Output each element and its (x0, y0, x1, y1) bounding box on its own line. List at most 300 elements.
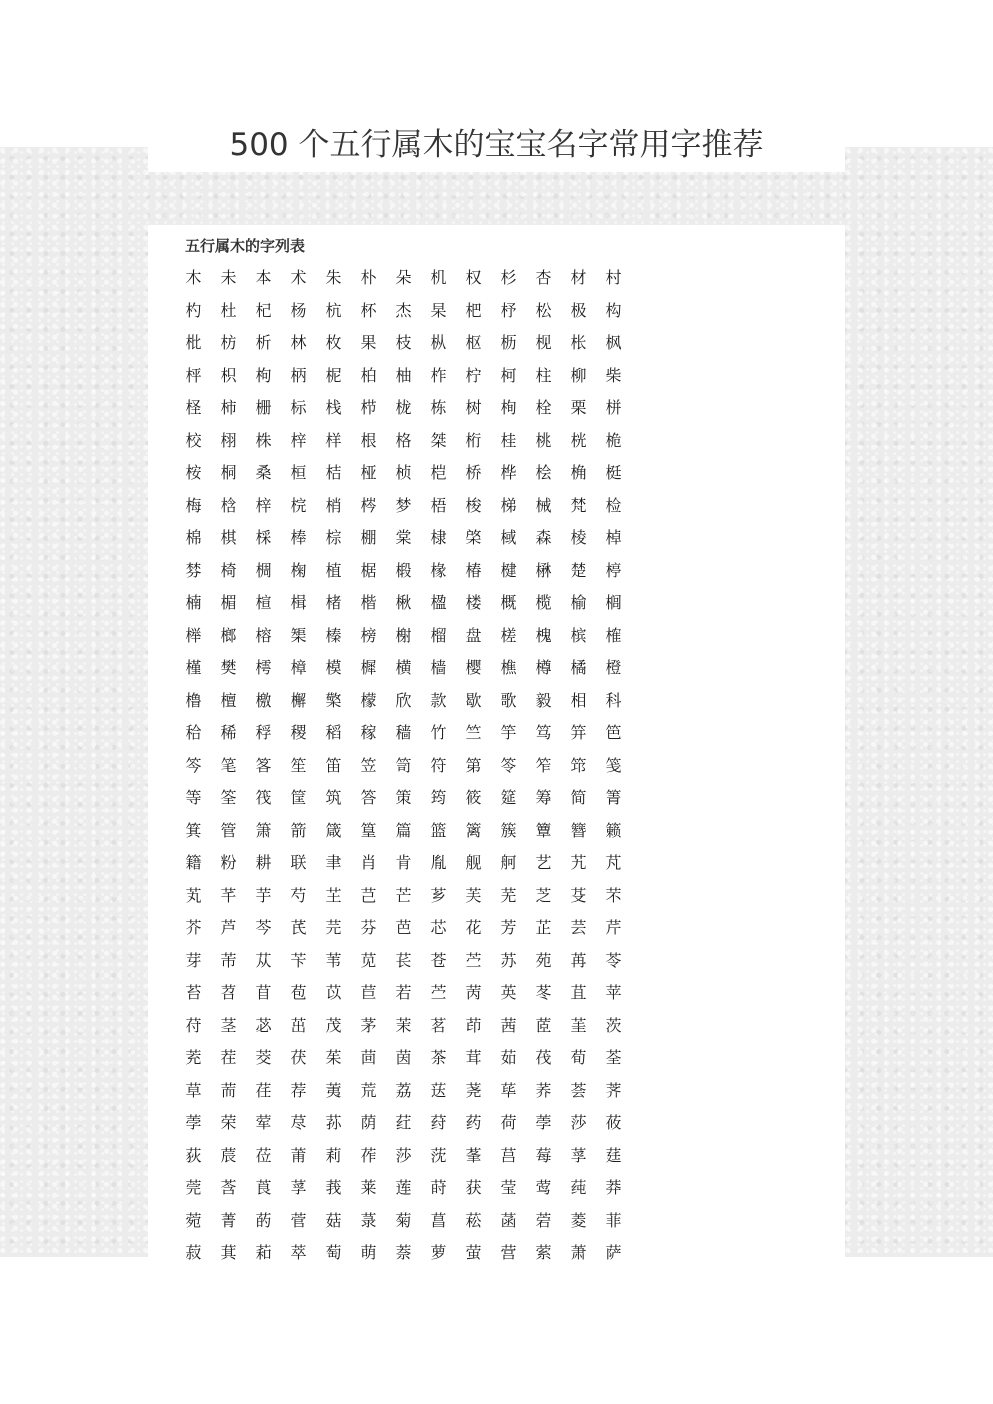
character-cell: 荟 (570, 1080, 587, 1100)
character-cell: 荔 (395, 1080, 412, 1100)
character-cell: 草 (185, 1080, 202, 1100)
character-cell: 芸 (570, 918, 587, 937)
character-cell: 荙 (430, 1080, 447, 1100)
character-cell: 菘 (465, 1210, 482, 1230)
character-cell: 权 (465, 268, 482, 287)
character-cell: 枞 (430, 333, 447, 352)
character-cell: 栒 (500, 398, 517, 417)
character-cell: 苎 (465, 950, 482, 970)
character-cell: 获 (465, 1178, 482, 1197)
character-cell: 篁 (360, 820, 377, 840)
character-cell: 菇 (325, 1210, 342, 1230)
character-cell: 椴 (395, 560, 412, 580)
character-cell: 横 (395, 658, 412, 677)
character-cell: 苑 (535, 950, 552, 970)
character-cell: 芹 (605, 918, 622, 937)
character-cell: 茜 (500, 1015, 517, 1035)
character-cell: 校 (185, 430, 202, 450)
character-cell: 等 (185, 788, 202, 807)
character-cell: 芟 (570, 885, 587, 905)
character-cell: 菂 (255, 1210, 272, 1230)
character-cell: 荭 (395, 1113, 412, 1132)
character-cell: 杰 (395, 300, 412, 320)
character-cell: 桢 (395, 463, 412, 482)
character-cell: 芭 (395, 918, 412, 937)
character-cell: 机 (430, 268, 447, 287)
character-cell: 朵 (395, 268, 412, 287)
character-cell: 芬 (360, 918, 377, 937)
character-cell: 芩 (255, 918, 272, 937)
character-cell: 芒 (395, 885, 412, 905)
character-cell: 杞 (255, 300, 272, 320)
character-cell: 莩 (570, 1145, 587, 1165)
character-cell: 榆 (570, 593, 587, 612)
character-cell: 根 (360, 430, 377, 450)
character-cell: 苪 (465, 983, 482, 1002)
character-cell: 莓 (535, 1145, 552, 1165)
character-cell: 荏 (255, 1080, 272, 1100)
character-cell: 苾 (255, 1015, 272, 1035)
character-cell: 药 (465, 1113, 482, 1132)
character-cell: 杷 (465, 300, 482, 320)
character-cell: 棫 (500, 528, 517, 547)
character-cell: 芦 (220, 918, 237, 937)
character-cell: 桅 (605, 430, 622, 450)
character-cell: 第 (465, 755, 482, 775)
character-cell: 樵 (500, 658, 517, 677)
character-cell: 槐 (535, 625, 552, 645)
character-cell: 艺 (535, 853, 552, 872)
character-cell: 菉 (360, 1210, 377, 1230)
character-cell: 荩 (290, 1113, 307, 1132)
character-cell: 荐 (290, 1080, 307, 1100)
character-cell: 术 (290, 268, 307, 287)
character-cell: 梢 (325, 495, 342, 515)
character-cell: 楦 (255, 593, 272, 612)
character-cell: 楟 (605, 560, 622, 580)
character-cell: 茬 (220, 1048, 237, 1067)
character-cell: 竺 (465, 723, 482, 742)
character-cell: 荮 (430, 1113, 447, 1132)
character-cell: 莲 (395, 1178, 412, 1197)
character-cell: 楗 (500, 560, 517, 580)
character-cell: 筏 (255, 788, 272, 807)
character-cell: 苡 (325, 983, 342, 1002)
character-cell: 芷 (535, 918, 552, 937)
character-cell: 栋 (430, 398, 447, 417)
character-cell: 芝 (535, 885, 552, 905)
character-cell: 棌 (255, 528, 272, 547)
character-cell: 莑 (465, 1145, 482, 1165)
character-cell: 箕 (185, 820, 202, 840)
character-cell: 樗 (255, 658, 272, 677)
character-cell: 莛 (605, 1145, 622, 1165)
character-cell: 椐 (360, 560, 377, 580)
character-cell: 莀 (220, 1145, 237, 1165)
character-cell: 芃 (605, 853, 622, 872)
character-cell: 橹 (185, 690, 202, 710)
character-cell: 笄 (570, 723, 587, 742)
character-cell: 笿 (255, 755, 272, 775)
character-cell: 枫 (605, 333, 622, 352)
character-cell: 检 (605, 495, 622, 515)
character-cell: 柿 (220, 398, 237, 417)
character-cell: 花 (465, 918, 482, 937)
character-cell: 榜 (360, 625, 377, 645)
character-cell: 苓 (605, 950, 622, 970)
character-cell: 杨 (290, 300, 307, 320)
character-cell: 肖 (360, 853, 377, 872)
character-cell: 箫 (255, 820, 272, 840)
character-cell: 梦 (395, 495, 412, 515)
character-cell: 茵 (395, 1048, 412, 1067)
character-cell: 棨 (465, 528, 482, 547)
character-cell: 苞 (290, 983, 307, 1002)
character-cell: 檞 (290, 690, 307, 710)
character-cell: 樟 (290, 658, 307, 677)
character-cell: 笒 (185, 755, 202, 775)
character-cell: 桥 (465, 463, 482, 482)
character-cell: 苌 (395, 950, 412, 970)
character-cell: 萁 (220, 1243, 237, 1262)
character-cell: 柱 (535, 365, 552, 385)
character-cell: 榄 (535, 593, 552, 612)
character-cell: 菲 (605, 1210, 622, 1230)
character-cell: 茶 (430, 1048, 447, 1067)
character-cell: 萃 (290, 1243, 307, 1262)
character-cell: 芪 (290, 918, 307, 937)
character-cell: 苜 (255, 983, 272, 1002)
character-cell: 芊 (220, 885, 237, 905)
document-title: 500 个五行属木的宝宝名字常用字推荐 (229, 127, 764, 163)
character-cell: 构 (605, 300, 622, 320)
character-grid (176, 262, 631, 1270)
character-cell: 楮 (325, 593, 342, 612)
character-cell: 桠 (360, 463, 377, 482)
character-cell: 毅 (535, 690, 552, 710)
character-cell: 菡 (500, 1210, 517, 1230)
character-cell: 梓 (255, 495, 272, 515)
character-cell: 棼 (185, 560, 202, 580)
character-cell: 榉 (185, 625, 202, 645)
character-cell: 梧 (430, 495, 447, 515)
character-cell: 析 (255, 333, 272, 352)
character-cell: 莼 (570, 1178, 587, 1197)
character-cell: 芄 (185, 885, 202, 905)
character-cell: 芳 (500, 918, 517, 937)
character-cell: 芙 (465, 885, 482, 905)
character-cell: 荸 (185, 1113, 202, 1132)
character-cell: 艽 (570, 853, 587, 872)
character-cell: 桓 (290, 463, 307, 482)
character-cell: 符 (430, 755, 447, 775)
character-cell: 栗 (570, 398, 587, 417)
character-cell: 笃 (535, 723, 552, 742)
character-cell: 耕 (255, 853, 272, 872)
character-cell: 策 (395, 788, 412, 807)
character-cell: 莨 (255, 1178, 272, 1197)
character-cell: 梵 (570, 495, 587, 515)
character-cell: 梭 (465, 495, 482, 515)
character-cell: 茨 (605, 1015, 622, 1035)
character-cell: 舰 (465, 853, 482, 872)
character-cell: 笭 (500, 755, 517, 775)
character-cell: 棠 (395, 528, 412, 547)
character-cell: 笛 (325, 755, 342, 775)
character-cell: 柚 (395, 365, 412, 385)
character-cell: 苴 (570, 983, 587, 1002)
character-cell: 杓 (185, 300, 202, 320)
character-cell: 荀 (570, 1048, 587, 1067)
character-cell: 粉 (220, 853, 237, 872)
character-cell: 营 (500, 1243, 517, 1262)
character-cell: 茱 (325, 1048, 342, 1067)
character-cell: 茅 (360, 1015, 377, 1035)
character-cell: 簟 (535, 820, 552, 840)
character-cell: 莎 (395, 1145, 412, 1165)
character-cell: 茭 (255, 1048, 272, 1067)
character-cell: 稼 (360, 723, 377, 742)
character-cell: 榛 (325, 625, 342, 645)
character-cell: 苁 (255, 950, 272, 970)
character-cell: 稃 (255, 723, 272, 742)
character-cell: 筹 (535, 788, 552, 807)
character-cell: 篱 (465, 820, 482, 840)
character-cell: 椽 (430, 560, 447, 580)
character-cell: 篮 (430, 820, 447, 840)
character-cell: 柯 (500, 365, 517, 385)
character-cell: 桁 (465, 430, 482, 450)
character-cell: 茁 (290, 1015, 307, 1035)
character-cell: 筇 (570, 755, 587, 775)
character-cell: 桤 (430, 463, 447, 482)
character-cell: 萨 (605, 1243, 622, 1262)
character-cell: 椈 (290, 560, 307, 580)
character-cell: 籍 (185, 853, 202, 872)
character-cell: 莐 (430, 1145, 447, 1165)
character-cell: 簪 (570, 820, 587, 840)
character-cell: 榕 (255, 625, 272, 645)
character-cell: 柳 (570, 365, 587, 385)
character-cell: 桑 (255, 463, 272, 482)
character-cell: 树 (465, 398, 482, 417)
character-cell: 杯 (360, 300, 377, 320)
character-cell: 莱 (360, 1178, 377, 1197)
character-cell: 莉 (325, 1145, 342, 1165)
character-cell: 荜 (500, 1080, 517, 1100)
character-cell: 榷 (605, 625, 622, 645)
character-cell: 苣 (360, 983, 377, 1002)
character-cell: 榭 (395, 625, 412, 645)
character-cell: 枝 (395, 333, 412, 352)
character-cell: 苎 (430, 983, 447, 1002)
character-cell: 槎 (500, 625, 517, 645)
character-cell: 杜 (220, 300, 237, 320)
character-cell: 棉 (185, 528, 202, 547)
character-cell: 荷 (500, 1113, 517, 1132)
character-cell: 柄 (290, 365, 307, 385)
character-cell: 荤 (255, 1113, 272, 1132)
character-cell: 荪 (325, 1113, 342, 1132)
character-cell: 朱 (325, 268, 342, 287)
character-cell: 莳 (430, 1178, 447, 1197)
character-cell: 竹 (430, 723, 447, 742)
character-cell: 柠 (465, 365, 482, 385)
character-cell: 棕 (325, 528, 342, 547)
character-cell: 歌 (500, 690, 517, 710)
character-cell: 极 (570, 300, 587, 320)
character-cell: 杏 (535, 268, 552, 287)
character-cell: 桉 (185, 463, 202, 482)
character-cell: 苍 (430, 950, 447, 970)
character-cell: 苏 (500, 950, 517, 970)
character-cell: 芣 (605, 885, 622, 905)
character-cell: 茂 (325, 1015, 342, 1035)
character-cell: 樨 (360, 658, 377, 677)
character-cell: 榔 (220, 625, 237, 645)
character-cell: 槟 (570, 625, 587, 645)
character-cell: 茚 (465, 1015, 482, 1035)
character-cell: 杲 (430, 300, 447, 320)
character-cell: 芯 (430, 918, 447, 937)
character-cell: 籁 (605, 820, 622, 840)
character-cell: 楼 (465, 593, 482, 612)
character-cell: 欣 (395, 690, 412, 710)
character-cell: 萄 (325, 1243, 342, 1262)
character-cell: 芽 (185, 950, 202, 970)
character-cell: 穑 (395, 723, 412, 742)
character-cell: 箴 (325, 820, 342, 840)
character-cell: 棱 (570, 528, 587, 547)
character-cell: 村 (605, 268, 622, 287)
character-cell: 橘 (570, 658, 587, 677)
character-cell: 杭 (325, 300, 342, 320)
character-cell: 荠 (605, 1080, 622, 1100)
character-cell: 筱 (465, 788, 482, 807)
character-cell: 菅 (290, 1210, 307, 1230)
character-cell: 枚 (325, 333, 342, 352)
character-cell: 茸 (465, 1048, 482, 1067)
character-cell: 梯 (500, 495, 517, 515)
character-cell: 栓 (535, 398, 552, 417)
character-cell: 杉 (500, 268, 517, 287)
character-cell: 枇 (185, 333, 202, 352)
character-cell: 桔 (325, 463, 342, 482)
character-cell: 苕 (220, 983, 237, 1002)
character-cell: 枳 (220, 365, 237, 385)
character-cell: 格 (395, 430, 412, 450)
character-cell: 荫 (360, 1113, 377, 1132)
character-cell: 笆 (605, 723, 622, 742)
character-cell: 樱 (465, 658, 482, 677)
character-cell: 荣 (220, 1113, 237, 1132)
character-cell: 枋 (220, 333, 237, 352)
character-cell: 苳 (535, 983, 552, 1002)
section-heading: 五行属木的字列表 (185, 237, 306, 255)
character-cell: 笥 (395, 755, 412, 775)
character-cell: 梃 (605, 463, 622, 482)
character-cell: 栅 (255, 398, 272, 417)
character-cell: 筌 (220, 788, 237, 807)
character-cell: 菱 (570, 1210, 587, 1230)
character-cell: 楹 (430, 593, 447, 612)
character-cell: 盘 (465, 625, 482, 645)
character-cell: 稻 (325, 723, 342, 742)
character-cell: 荞 (535, 1080, 552, 1100)
character-cell: 栊 (395, 398, 412, 417)
character-cell: 柏 (360, 365, 377, 385)
character-cell: 萌 (360, 1243, 377, 1262)
character-cell: 杼 (500, 300, 517, 320)
character-cell: 荑 (325, 1080, 342, 1100)
character-cell: 稀 (220, 723, 237, 742)
character-cell: 茺 (185, 1048, 202, 1067)
character-cell: 笔 (220, 755, 237, 775)
character-cell: 管 (220, 820, 237, 840)
character-cell: 萘 (395, 1243, 412, 1262)
character-cell: 枥 (500, 333, 517, 352)
character-cell: 果 (360, 333, 377, 352)
character-cell: 楣 (220, 593, 237, 612)
character-cell: 枨 (570, 333, 587, 352)
character-cell: 芥 (185, 918, 202, 937)
character-cell: 枢 (465, 333, 482, 352)
character-cell: 榘 (290, 625, 307, 645)
character-cell: 胤 (430, 853, 447, 872)
character-cell: 萤 (465, 1243, 482, 1262)
character-cell: 莆 (290, 1145, 307, 1165)
character-cell: 笙 (290, 755, 307, 775)
character-cell: 桷 (570, 463, 587, 482)
character-cell: 苻 (185, 1015, 202, 1035)
character-cell: 莋 (360, 1145, 377, 1165)
character-cell: 莽 (605, 1178, 622, 1197)
character-cell: 菽 (185, 1243, 202, 1262)
character-cell: 箭 (290, 820, 307, 840)
character-cell: 茷 (535, 1048, 552, 1067)
character-cell: 舸 (500, 853, 517, 872)
character-cell: 芋 (255, 885, 272, 905)
character-cell: 相 (570, 690, 587, 710)
character-cell: 植 (325, 560, 342, 580)
character-cell: 苋 (360, 950, 377, 970)
character-cell: 梒 (220, 495, 237, 515)
character-cell: 栩 (220, 430, 237, 450)
character-cell: 苄 (290, 950, 307, 970)
character-cell: 若 (395, 983, 412, 1002)
character-cell: 秴 (185, 723, 202, 742)
character-cell: 莺 (535, 1178, 552, 1197)
character-cell: 棒 (290, 528, 307, 547)
character-cell: 桂 (500, 430, 517, 450)
character-cell: 样 (325, 430, 342, 450)
character-cell: 概 (500, 593, 517, 612)
character-cell: 梓 (290, 430, 307, 450)
character-cell: 棚 (360, 528, 377, 547)
character-cell: 枧 (535, 333, 552, 352)
character-cell: 芜 (500, 885, 517, 905)
character-cell: 木 (185, 268, 202, 287)
character-cell: 稷 (290, 723, 307, 742)
character-cell: 竽 (500, 723, 517, 742)
character-cell: 未 (220, 268, 237, 287)
character-cell: 橙 (605, 658, 622, 677)
character-cell: 桐 (220, 463, 237, 482)
character-cell: 苔 (185, 983, 202, 1002)
character-cell: 檀 (220, 690, 237, 710)
character-cell: 苇 (325, 950, 342, 970)
character-cell: 莜 (605, 1113, 622, 1132)
